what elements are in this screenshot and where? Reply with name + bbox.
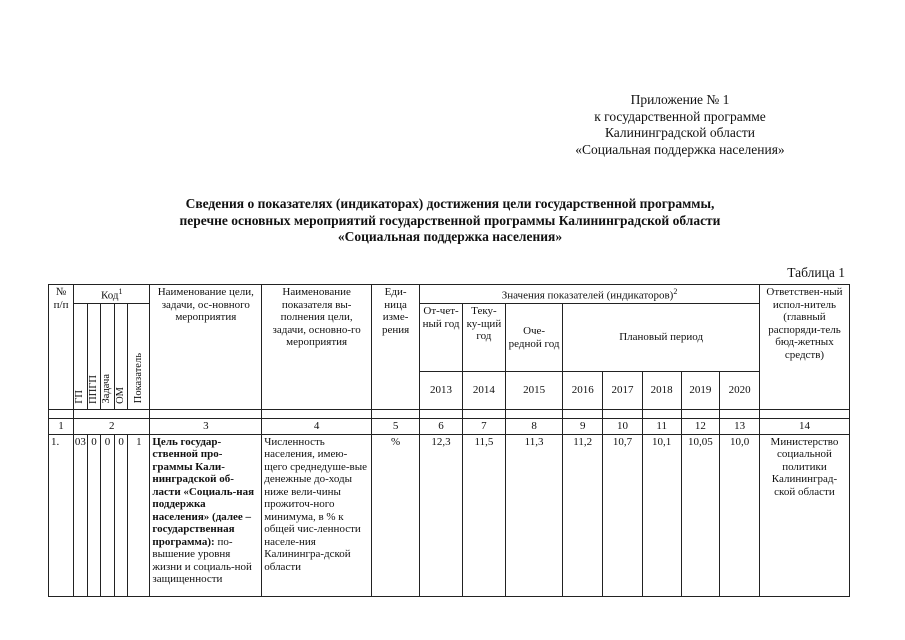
year-2013: 2013 [420,372,463,410]
row1-value-2020: 10,0 [720,434,760,596]
document-title [120,196,780,246]
col-number-7: 7 [462,419,505,435]
col-number-1: 1 [49,419,74,435]
row1-value-2016: 11,2 [563,434,603,596]
row1-value-2013: 12,3 [420,434,463,596]
row1-value-2015: 11,3 [505,434,563,596]
header-reported-year: От-чет-ный год [420,304,463,372]
row1-value-2014: 11,5 [462,434,505,596]
code-col-gp [74,304,88,410]
row1-goal-bold: Цель государ-ственной про-граммы Кали-нинградской об-ласти «Социаль-ная поддержка населения» (далее – государственная программа): [152,435,255,548]
col-number-11: 11 [642,419,681,435]
row1-code-gp: 03 [74,434,88,596]
row1-goal [150,434,262,596]
code-col-ppgp [87,304,101,410]
header-current-year: Теку-ку-щий год [462,304,505,372]
col-number-6: 6 [420,419,463,435]
appendix-line-2: к государственной программе [594,108,766,124]
col-number-8: 8 [505,419,563,435]
title-line-1: Сведения о показателях (индикаторах) достижения цели государственной программы, [185,196,715,211]
appendix-line-4: «Социальная поддержка населения» [575,141,785,157]
indicators-table [48,284,850,597]
header-responsible: Ответствен-ный испол-нитель (главный распоряди-тель бюд-жетных средств) [759,285,849,410]
row1-unit: % [372,434,420,596]
header-values-sup: 2 [673,287,678,296]
row1-indicator: Численность населения, имею-щего среднедуше-вые денежные до-ходы ниже вели-чины прожиточ-ного минимума, в % к общей чис-ленности населе-ния Калинингра-дской области [262,434,372,596]
header-values [420,285,760,304]
code-col-gp-label: ГП [74,390,86,404]
appendix-line-3: Калининградской области [604,125,756,140]
row1-code-ppgp: 0 [87,434,101,596]
table-row [49,434,850,596]
header-code-sup: 1 [118,287,123,296]
header-plan-period: Плановый период [563,304,760,372]
year-2018: 2018 [642,372,681,410]
code-col-om [114,304,128,410]
header-values-text: Значения показателей (индикаторов) [501,289,674,302]
code-col-indicator [128,304,150,410]
row1-value-2019: 10,05 [681,434,720,596]
code-col-ppgp-label: ППГП [87,374,99,404]
col-number-5: 5 [372,419,420,435]
appendix-header [520,92,840,158]
header-name-goal: Наименование цели, задачи, ос-новного мероприятия [150,285,262,410]
title-line-3: «Социальная поддержка населения» [337,229,563,244]
col-number-14: 14 [759,419,849,435]
code-col-task [101,304,115,410]
year-2014: 2014 [462,372,505,410]
header-next-year: Оче-редной год [505,304,563,372]
appendix-line-1: Приложение № 1 [630,92,730,107]
row1-value-2017: 10,7 [603,434,643,596]
year-2015: 2015 [505,372,563,410]
code-col-task-label: Задача [101,374,113,404]
col-number-9: 9 [563,419,603,435]
row1-goal-rest: по-вышение уровня жизни и социаль-ной защищенности [152,535,252,586]
header-name-indicator: Наименование показателя вы-полнения цели, задачи, основно-го мероприятия [262,285,372,410]
row1-code-indicator: 1 [128,434,150,596]
col-number-3: 3 [150,419,262,435]
column-numbers-row [49,419,850,435]
table-label: Таблица 1 [787,265,845,280]
header-code-text: Код [100,289,119,302]
gap-row [49,410,850,419]
col-number-10: 10 [603,419,643,435]
code-col-om-label: ОМ [114,386,126,404]
row1-num: 1. [49,434,74,596]
row1-code-task: 0 [101,434,115,596]
col-number-13: 13 [720,419,760,435]
year-2017: 2017 [603,372,643,410]
header-code [74,285,150,304]
header-num: № п/п [49,285,74,410]
header-unit: Еди-ница изме-рения [372,285,420,410]
col-number-12: 12 [681,419,720,435]
col-number-4: 4 [262,419,372,435]
row1-responsible: Министерство социальной политики Калининград-ской области [759,434,849,596]
row1-code-om: 0 [114,434,128,596]
col-number-2: 2 [74,419,150,435]
title-line-2: перечне основных мероприятий государственной программы Калининградской области [179,212,721,228]
row1-value-2018: 10,1 [642,434,681,596]
year-2016: 2016 [563,372,603,410]
code-col-indicator-label: Показатель [132,353,144,404]
year-2019: 2019 [681,372,720,410]
year-2020: 2020 [720,372,760,410]
